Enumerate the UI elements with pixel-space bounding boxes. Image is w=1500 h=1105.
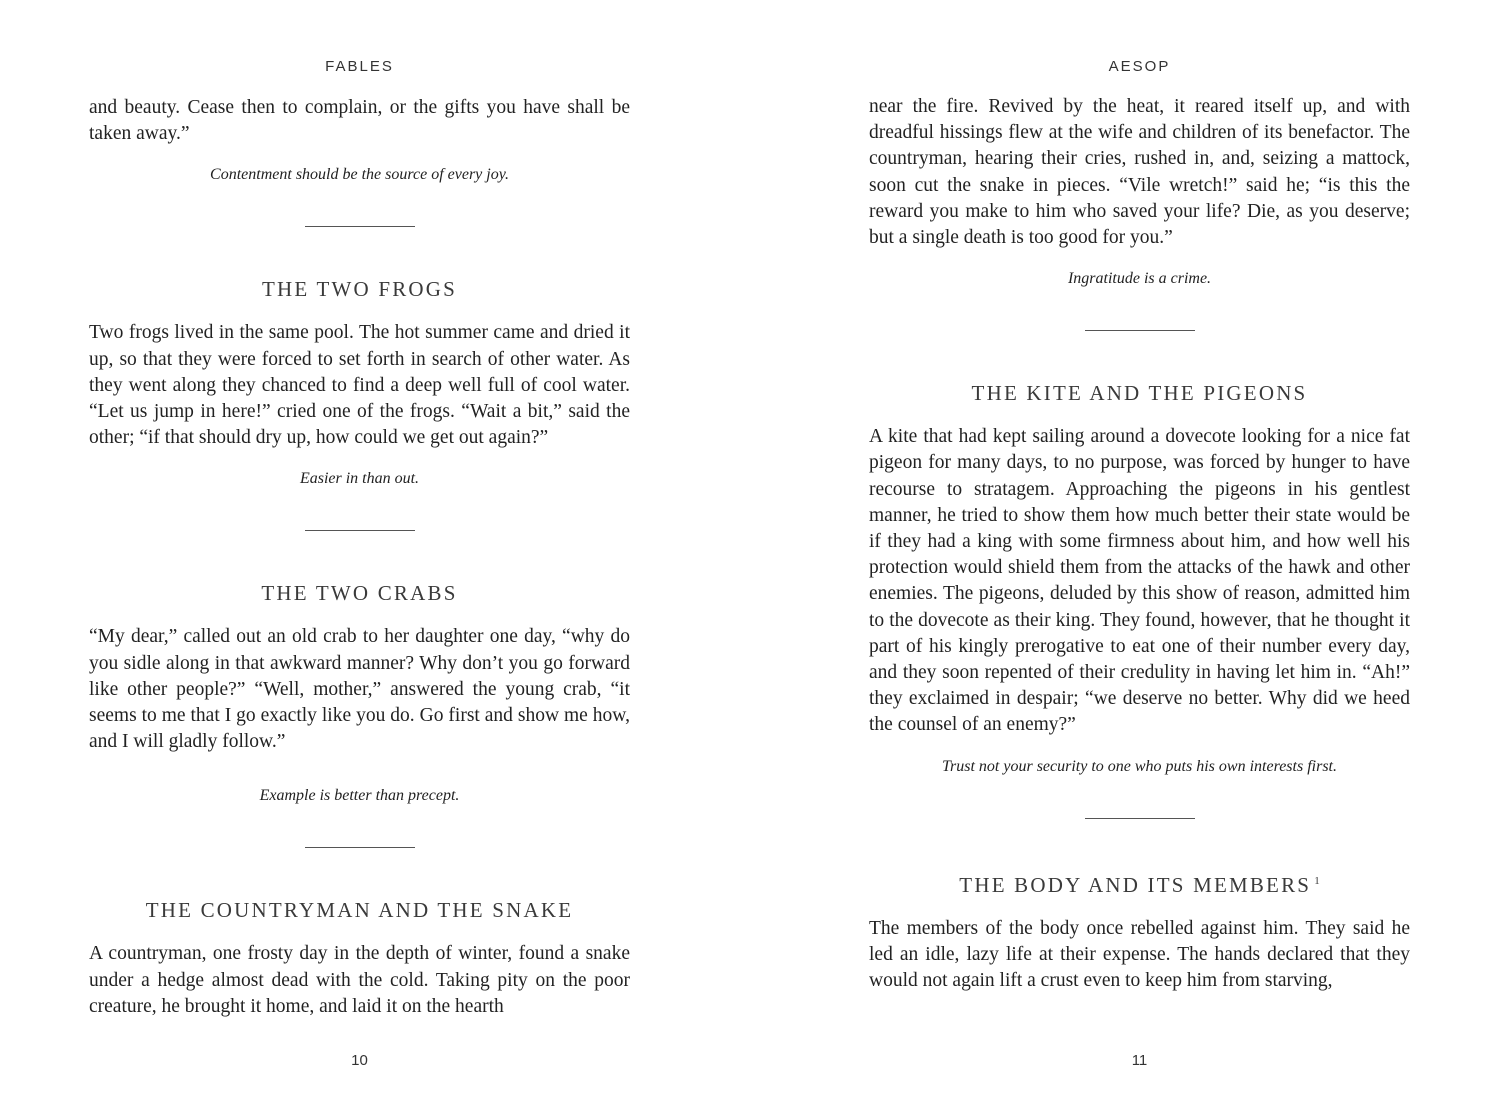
- page-number: 10: [351, 1052, 368, 1069]
- left-page: [89, 0, 630, 1105]
- page-text: [89, 95, 630, 1020]
- running-head: AESOP: [1108, 58, 1171, 75]
- fable-body: A kite that had kept sailing around a dovecote looking for a nice fat pigeon for many days, to no purpose, was forced by hunger to have recourse to stratagem. Approaching the pigeons in his gentlest manner, he tried to show them how much better their state would be if they had a king with some firmness about him, and how well his protection would shield them from the attacks of the hawk and other enemies. The pigeons, deluded by this show of reason, admitted him to the dovecote as their king. They found, however, that he thought it part of his kingly prerogative to eat one of their number every day, and they soon repented of their credulity in having let him in. “Ah!” they exclaimed in despair; “we deserve no better. Why did we heed the counsel of an enemy?”: [869, 426, 1410, 736]
- moral: Ingratitude is a crime.: [1067, 270, 1212, 288]
- fable-title: THE COUNTRYMAN AND THE SNAKE: [145, 898, 574, 923]
- fable-body: The members of the body once rebelled against him. They said he led an idle, lazy life at their expense. The hands declared that they would not again lift a crust even to keep him from starving,: [869, 917, 1410, 992]
- moral: Example is better than precept.: [259, 787, 460, 805]
- section-divider: [305, 530, 415, 531]
- continuation-text: near the fire. Revived by the heat, it reared itself up, and with dreadful hissings flew at the wife and children of its benefactor. The countryman, hearing their cries, rushed in, and, seizing a mattock, soon cut the snake in pieces. “Vile wretch!” said he; “is this the reward you make to him who saved your life? Die, as you deserve; but a single death is too good for you.”: [869, 96, 1410, 249]
- fable-body: Two frogs lived in the same pool. The hot summer came and dried it up, so that they were forced to set forth in search of other water. As they went along they chanced to find a deep well full of cool water. “Let us jump in here!” cried one of the frogs. “Wait a bit,” said the other; “if that should dry up, how could we get out again?”: [89, 322, 630, 449]
- running-head: FABLES: [325, 58, 394, 75]
- moral: Easier in than out.: [299, 470, 420, 488]
- fable-title: [869, 867, 1410, 899]
- page-text: [869, 94, 1410, 994]
- section-divider: [1085, 818, 1195, 819]
- fable-title: THE TWO CRABS: [261, 581, 458, 606]
- fable-title-text: THE BODY AND ITS MEMBERS: [959, 872, 1312, 897]
- footnote-mark[interactable]: 1: [1314, 874, 1320, 887]
- fable-title: THE KITE AND THE PIGEONS: [971, 381, 1308, 406]
- section-divider: [305, 226, 415, 227]
- section-divider: [1085, 330, 1195, 331]
- moral: Trust not your security to one who puts his own interests first.: [942, 757, 1337, 775]
- fable-body: “My dear,” called out an old crab to her daughter one day, “why do you sidle along in that awkward manner? Why don’t you go forward like other people?” “Well, mother,” answered the young crab, “it seems to me that I go exactly like you do. Go first and show me how, and I will gladly follow.”: [89, 626, 630, 753]
- moral: Contentment should be the source of every joy.: [210, 166, 509, 184]
- fable-body: A countryman, one frosty day in the depth of winter, found a snake under a hedge almost dead with the cold. Taking pity on the poor creature, he brought it home, and laid it on the hearth: [89, 943, 630, 1017]
- section-divider: [305, 847, 415, 848]
- fable-title: THE TWO FROGS: [261, 277, 458, 302]
- continuation-text: and beauty. Cease then to complain, or the gifts you have shall be taken away.”: [89, 97, 630, 145]
- page-number: 11: [1131, 1052, 1148, 1069]
- right-page: [869, 0, 1410, 1105]
